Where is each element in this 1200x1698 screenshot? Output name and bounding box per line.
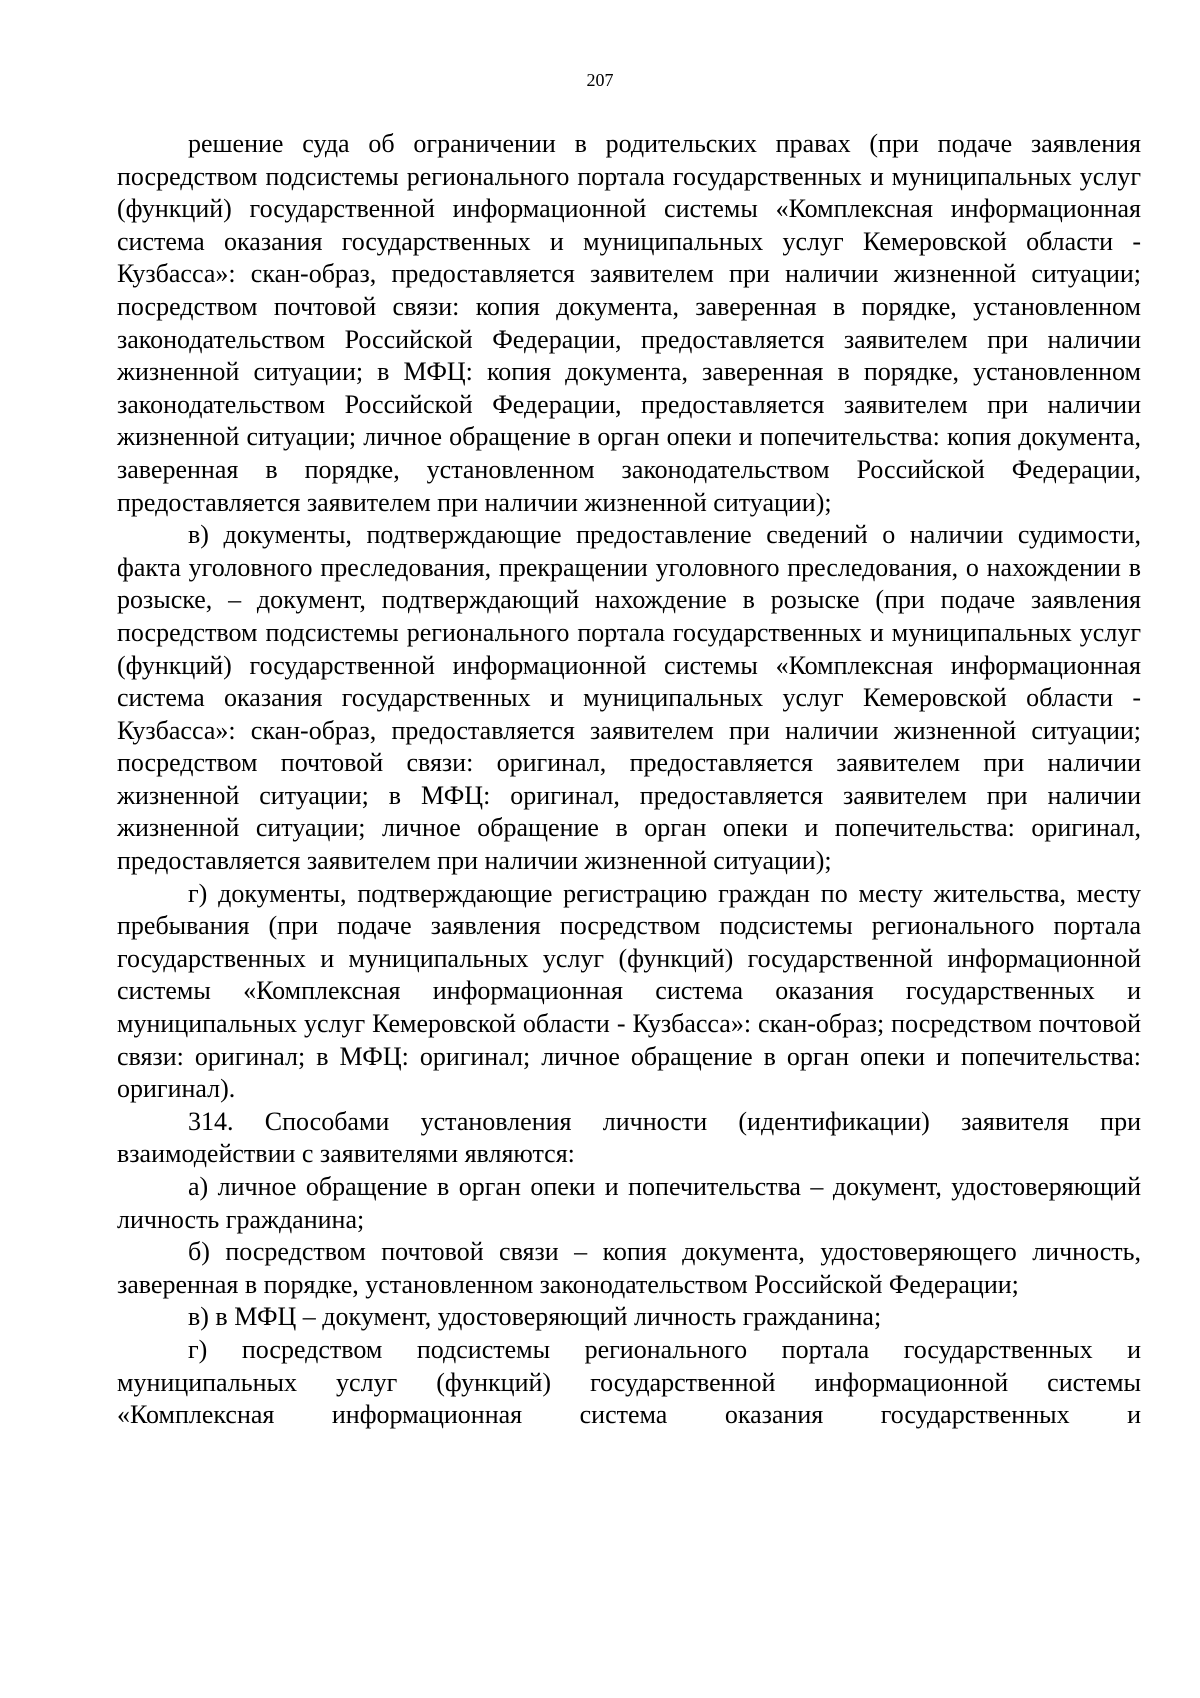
paragraph-postal: б) посредством почтовой связи – копия документа, удостоверяющего личность, заверенная в порядке, установленном законодательством Российской Федерации;	[117, 1237, 1141, 1299]
paragraph-registration-documents: г) документы, подтверждающие регистрацию граждан по месту жительства, месту пребывания (при подаче заявления посредством подсистемы регионального портала государственных и муниципальных услуг (функций) государственной информационной системы «Комплексная информационная система оказания государственных и муниципальных услуг Кемеровской области - Кузбасса»: скан-образ; посредством почтовой связи: оригинал; в МФЦ: оригинал; личное обращение в орган опеки и попечительства: оригинал).	[117, 878, 1141, 1104]
document-body	[117, 128, 1141, 1432]
paragraph-personal-visit: а) личное обращение в орган опеки и попечительства – документ, удостоверяющий личность гражданина;	[117, 1172, 1141, 1234]
paragraph-mfc: в) в МФЦ – документ, удостоверяющий личность гражданина;	[188, 1302, 882, 1332]
paragraph-regional-portal: г) посредством подсистемы регионального портала государственных и муниципальных услуг (функций) государственной информационной системы «Комплексная информационная система оказания государственных и	[117, 1334, 1141, 1430]
paragraph-criminal-record-documents: в) документы, подтверждающие предоставление сведений о наличии судимости, факта уголовного преследования, прекращении уголовного преследования, о нахождении в розыске, – документ, подтверждающий нахождение в розыске (при подаче заявления посредством подсистемы регионального портала государственных и муниципальных услуг (функций) государственной информационной системы «Комплексная информационная система оказания государственных и муниципальных услуг Кемеровской области - Кузбасса»: скан-образ, предоставляется заявителем при наличии жизненной ситуации; посредством почтовой связи: оригинал, предоставляется заявителем при наличии жизненной ситуации; в МФЦ: оригинал, предоставляется заявителем при наличии жизненной ситуации; личное обращение в орган опеки и попечительства: оригинал, предоставляется заявителем при наличии жизненной ситуации);	[117, 520, 1141, 876]
paragraph-identification-methods: 314. Способами установления личности (идентификации) заявителя при взаимодействии с заявителями являются:	[117, 1106, 1141, 1169]
page-number: 207	[586, 70, 614, 90]
paragraph-court-decision: решение суда об ограничении в родительских правах (при подаче заявления посредством подсистемы регионального портала государственных и муниципальных услуг (функций) государственной информационной системы «Комплексная информационная система оказания государственных и муниципальных услуг Кемеровской области - Кузбасса»: скан-образ, предоставляется заявителем при наличии жизненной ситуации; посредством почтовой связи: копия документа, заверенная в порядке, установленном законодательством Российской Федерации, предоставляется заявителем при наличии жизненной ситуации; в МФЦ: копия документа, заверенная в порядке, установленном законодательством Российской Федерации, предоставляется заявителем при наличии жизненной ситуации; личное обращение в орган опеки и попечительства: копия документа, заверенная в порядке, установленном законодательством Российской Федерации, предоставляется заявителем при наличии жизненной ситуации);	[117, 129, 1141, 517]
